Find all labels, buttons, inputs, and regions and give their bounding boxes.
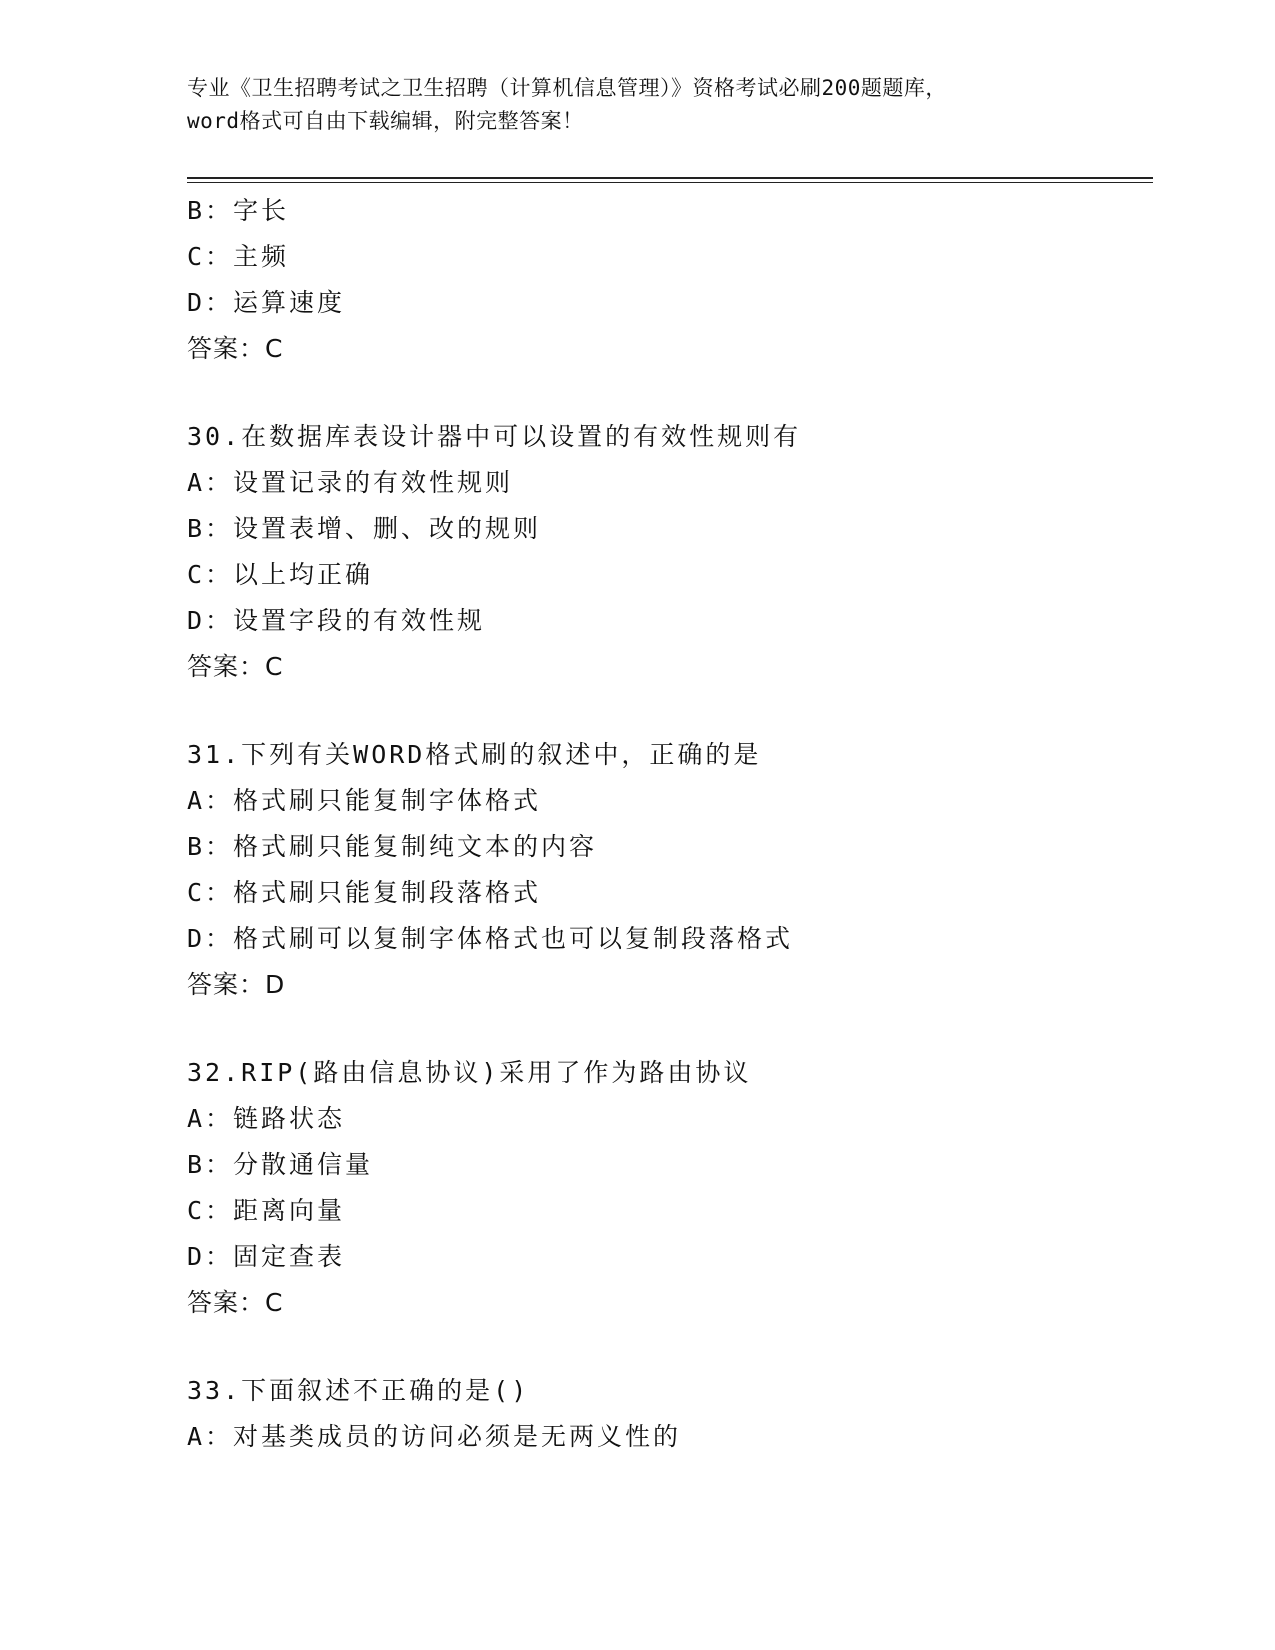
header-divider-thin [187, 182, 1153, 183]
option-a: A：格式刷只能复制字体格式 [187, 786, 542, 815]
option-b: B：字长 [187, 196, 290, 225]
option-c: C：距离向量 [187, 1196, 346, 1225]
option-d: D：格式刷可以复制字体格式也可以复制段落格式 [187, 924, 794, 953]
header-divider [187, 177, 1153, 179]
option-c: C：主频 [187, 242, 290, 271]
question-block [187, 1368, 1147, 1460]
answer-line: 答案：C [187, 652, 284, 681]
option-c: C：以上均正确 [187, 560, 374, 589]
question-block [187, 732, 1147, 1008]
option-d: D：运算速度 [187, 288, 346, 317]
question-text: 31.下列有关WORD格式刷的叙述中，正确的是 [187, 740, 762, 769]
answer-line: 答案：C [187, 334, 284, 363]
option-c: C：格式刷只能复制段落格式 [187, 878, 542, 907]
option-d: D：固定查表 [187, 1242, 346, 1271]
option-a: A：对基类成员的访问必须是无两义性的 [187, 1422, 682, 1451]
question-list [187, 188, 1147, 1460]
header-line-2: word格式可自由下载编辑，附完整答案！ [187, 109, 584, 133]
question-block [187, 188, 1147, 372]
option-a: A：链路状态 [187, 1104, 346, 1133]
answer-line: 答案：D [187, 970, 286, 999]
question-block [187, 414, 1147, 690]
option-d: D：设置字段的有效性规 [187, 606, 486, 635]
option-b: B：设置表增、删、改的规则 [187, 514, 542, 543]
option-b: B：格式刷只能复制纯文本的内容 [187, 832, 598, 861]
question-text: 30.在数据库表设计器中可以设置的有效性规则有 [187, 422, 802, 451]
question-text: 33.下面叙述不正确的是() [187, 1376, 530, 1405]
document-header [187, 72, 1087, 138]
question-block [187, 1050, 1147, 1326]
answer-line: 答案：C [187, 1288, 284, 1317]
option-a: A：设置记录的有效性规则 [187, 468, 514, 497]
question-text: 32.RIP(路由信息协议)采用了作为路由协议 [187, 1058, 752, 1087]
header-line-1: 专业《卫生招聘考试之卫生招聘（计算机信息管理）》资格考试必刷200题题库， [187, 76, 947, 100]
option-b: B：分散通信量 [187, 1150, 374, 1179]
